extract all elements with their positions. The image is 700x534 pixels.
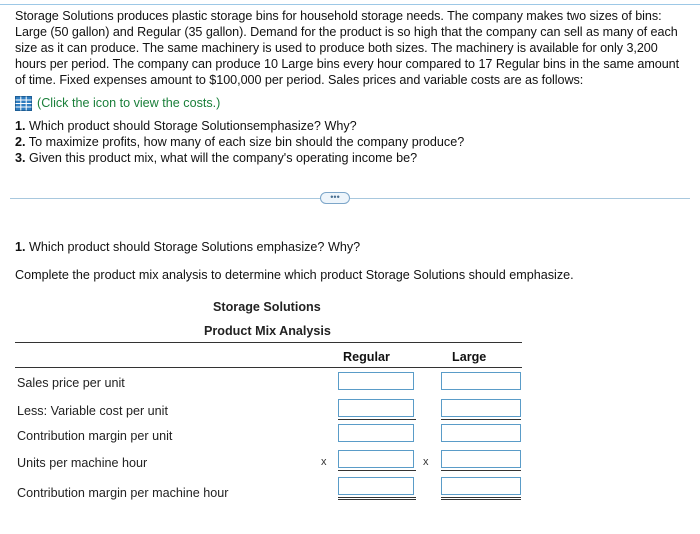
table-company-name: Storage Solutions [213, 300, 321, 314]
row-label-sales-price: Sales price per unit [17, 376, 125, 390]
regular-variable-cost-input[interactable] [338, 399, 414, 417]
large-contribution-margin-input[interactable] [441, 424, 521, 442]
problem-text: Storage Solutions produces plastic storage bins for household storage needs. The company makes two sizes of bins: Large (50 gallon) and Regular (35 gallon). Demand for the product is so high that the company can sell as many of each size as it can produce. The same machinery is used to produce both sizes. The machinery is available for only 3,200 hours per period. The company can produce 10 Large bins every hour compared to 17 Regular bins in the same amount of time. Fixed expenses amount to $100,000 per period. Sales prices and variable costs are as follows: [15, 9, 680, 87]
section-divider [10, 198, 690, 199]
multiply-sign-large: x [423, 456, 429, 468]
costs-link-row[interactable] [15, 95, 220, 111]
question-1: 1. Which product should Storage Solutionsemphasize? Why? [15, 119, 357, 133]
column-header-regular: Regular [343, 350, 390, 364]
section-question: 1. Which product should Storage Solutions emphasize? Why? [15, 240, 361, 254]
multiply-sign-regular: x [321, 456, 327, 468]
row-label-contribution-margin: Contribution margin per unit [17, 429, 173, 443]
top-border [0, 4, 700, 5]
table-top-rule [15, 342, 522, 343]
large-double-rule-2 [441, 499, 521, 500]
large-units-per-hour-input[interactable] [441, 450, 521, 468]
large-cm-per-hour-input[interactable] [441, 477, 521, 495]
large-double-rule-1 [441, 497, 521, 498]
row-label-units-per-hour: Units per machine hour [17, 456, 148, 470]
regular-contribution-margin-input[interactable] [338, 424, 414, 442]
table-header-rule [15, 367, 522, 368]
row-label-variable-cost: Less: Variable cost per unit [17, 404, 168, 418]
large-subtotal-rule [441, 419, 521, 420]
large-variable-cost-input[interactable] [441, 399, 521, 417]
expand-more-button[interactable]: ••• [320, 192, 350, 204]
regular-product-rule [338, 470, 416, 471]
table-title: Product Mix Analysis [204, 324, 331, 338]
instruction-text: Complete the product mix analysis to determine which product Storage Solutions should emphasize. [15, 268, 574, 282]
costs-link[interactable]: (Click the icon to view the costs.) [37, 96, 221, 110]
regular-sales-price-input[interactable] [338, 372, 414, 390]
column-header-large: Large [452, 350, 487, 364]
regular-double-rule-2 [338, 499, 416, 500]
question-3: 3. Given this product mix, what will the company's operating income be? [15, 151, 418, 165]
regular-double-rule-1 [338, 497, 416, 498]
regular-subtotal-rule [338, 419, 416, 420]
spreadsheet-icon[interactable] [15, 96, 32, 111]
large-product-rule [441, 470, 521, 471]
row-label-cm-per-hour: Contribution margin per machine hour [17, 486, 229, 500]
regular-units-per-hour-input[interactable] [338, 450, 414, 468]
question-2: 2. To maximize profits, how many of each size bin should the company produce? [15, 135, 465, 149]
large-sales-price-input[interactable] [441, 372, 521, 390]
regular-cm-per-hour-input[interactable] [338, 477, 414, 495]
